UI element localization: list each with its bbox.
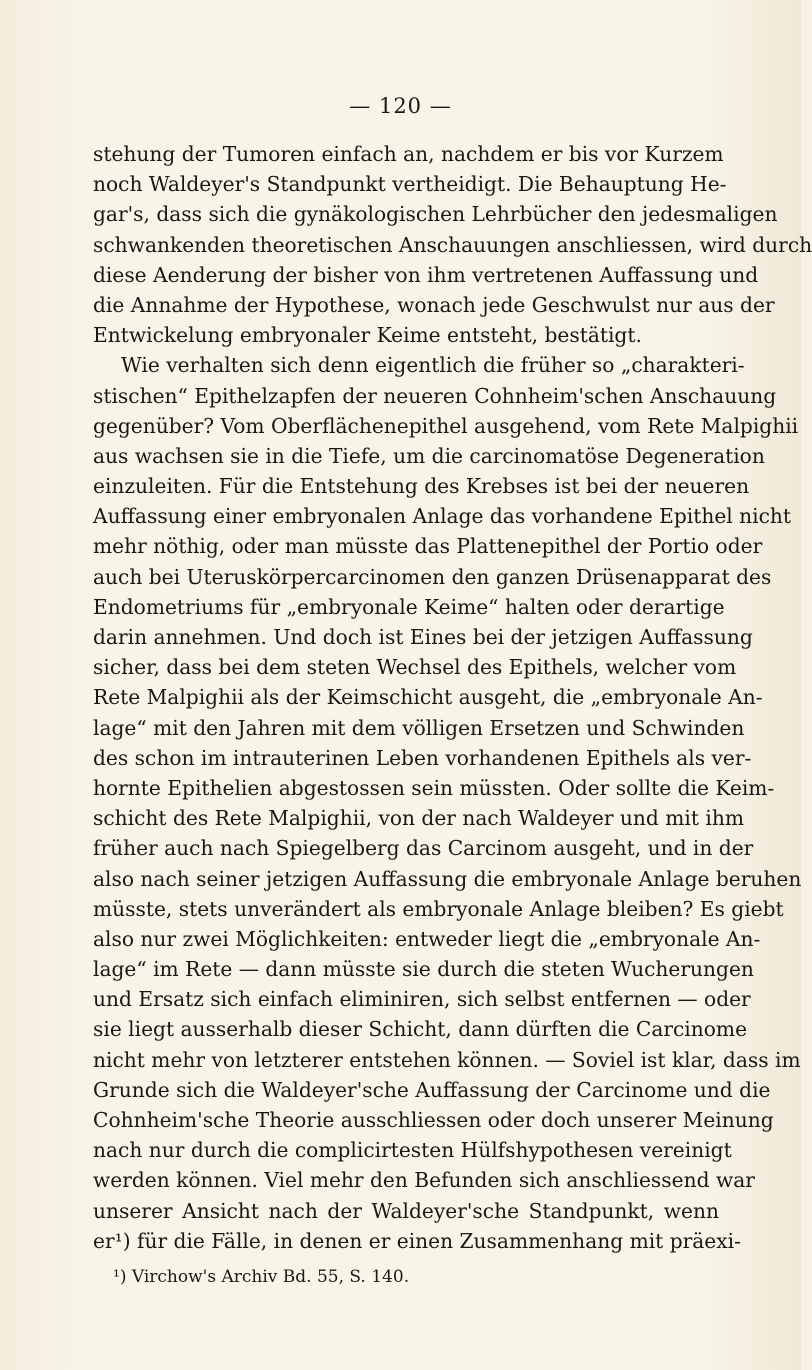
text-line: lage“ mit den Jahren mit dem völligen Ersetzen und Schwinden bbox=[93, 715, 745, 740]
text-line: müsste, stets unverändert als embryonale Anlage bleiben? Es giebt bbox=[93, 896, 784, 921]
text-line: also nach seiner jetzigen Auffassung die embryonale Anlage beruhen bbox=[93, 866, 802, 891]
text-line: Cohnheim'sche Theorie ausschliessen oder doch unserer Meinung bbox=[93, 1108, 774, 1132]
text-line: auch bei Uteruskörpercarcinomen den ganzen Drüsenapparat des bbox=[93, 564, 772, 589]
text-line: also nur zwei Möglichkeiten: entweder liegt die „embryonale An- bbox=[93, 926, 761, 951]
text-line: mehr nöthig, oder man müsste das Plattenepithel der Portio oder bbox=[93, 534, 763, 559]
text-line: noch Waldeyer's Standpunkt vertheidigt. Die Behauptung He- bbox=[93, 172, 727, 197]
text-line: nicht mehr von letzterer entstehen können. — Soviel ist klar, dass im bbox=[93, 1047, 801, 1072]
text-line: die Annahme der Hypothese, wonach jede Geschwulst nur aus der bbox=[93, 292, 775, 317]
text-line: stehung der Tumoren einfach an, nachdem er bis vor Kurzem bbox=[93, 142, 724, 166]
text-line: stischen“ Epithelzapfen der neueren Cohnheim'schen Anschauung bbox=[93, 383, 777, 408]
text-line: schwankenden theoretischen Anschauungen anschliessen, wird durch bbox=[93, 232, 812, 257]
footnote-marker: ¹) bbox=[113, 1267, 127, 1287]
text-line: Entwickelung embryonaler Keime entsteht, bestätigt. bbox=[93, 323, 642, 348]
text-line: hornte Epithelien abgestossen sein müssten. Oder sollte die Keim- bbox=[93, 775, 775, 800]
text-line: Wie verhalten sich denn eigentlich die früher so „charakteri- bbox=[121, 353, 745, 378]
footnote-text: Virchow's Archiv Bd. 55, S. 140. bbox=[126, 1267, 410, 1287]
body-text bbox=[93, 139, 812, 1256]
text-line: Endometriums für „embryonale Keime“ halten oder derartige bbox=[93, 594, 725, 619]
text-line: und Ersatz sich einfach eliminiren, sich selbst entfernen — oder bbox=[93, 987, 751, 1012]
text-line: einzuleiten. Für die Entstehung des Krebses ist bei der neueren bbox=[93, 474, 750, 499]
text-line: lage“ im Rete — dann müsste sie durch die steten Wucherungen bbox=[93, 957, 754, 982]
text-line: diese Aenderung der bisher von ihm vertretenen Auffassung und bbox=[93, 262, 759, 287]
text-line: unserer Ansicht nach der Waldeyer'sche Standpunkt, wenn bbox=[93, 1198, 719, 1223]
text-line: des schon im intrauterinen Leben vorhandenen Epithels als ver- bbox=[93, 745, 752, 770]
text-line: sicher, dass bei dem steten Wechsel des Epithels, welcher vom bbox=[93, 655, 737, 680]
text-line: gar's, dass sich die gynäkologischen Lehrbücher den jedesmaligen bbox=[93, 202, 778, 227]
text-line: er¹) für die Fälle, in denen er einen Zusammenhang mit präexi- bbox=[93, 1228, 741, 1253]
text-line: gegenüber? Vom Oberflächenepithel ausgehend, vom Rete Malpighii bbox=[93, 413, 799, 438]
text-line: Auffassung einer embryonalen Anlage das vorhandene Epithel nicht bbox=[93, 504, 792, 529]
text-line: aus wachsen sie in die Tiefe, um die carcinomatöse Degeneration bbox=[93, 443, 765, 468]
text-line: Rete Malpighii als der Keimschicht ausgeht, die „embryonale An- bbox=[93, 685, 763, 710]
text-line: Grunde sich die Waldeyer'sche Auffassung der Carcinome und die bbox=[93, 1077, 771, 1102]
footnote bbox=[113, 1266, 409, 1288]
text-line: darin annehmen. Und doch ist Eines bei der jetzigen Auffassung bbox=[93, 625, 753, 649]
text-line: nach nur durch die complicirtesten Hülfshypothesen vereinigt bbox=[93, 1138, 732, 1163]
text-line: werden können. Viel mehr den Befunden sich anschliessend war bbox=[93, 1168, 755, 1193]
text-line: sie liegt ausserhalb dieser Schicht, dann dürften die Carcinome bbox=[93, 1017, 748, 1042]
text-line: schicht des Rete Malpighii, von der nach Waldeyer und mit ihm bbox=[93, 806, 744, 831]
text-line: früher auch nach Spiegelberg das Carcinom ausgeht, und in der bbox=[93, 836, 754, 861]
page-number: — 120 — bbox=[349, 94, 452, 118]
